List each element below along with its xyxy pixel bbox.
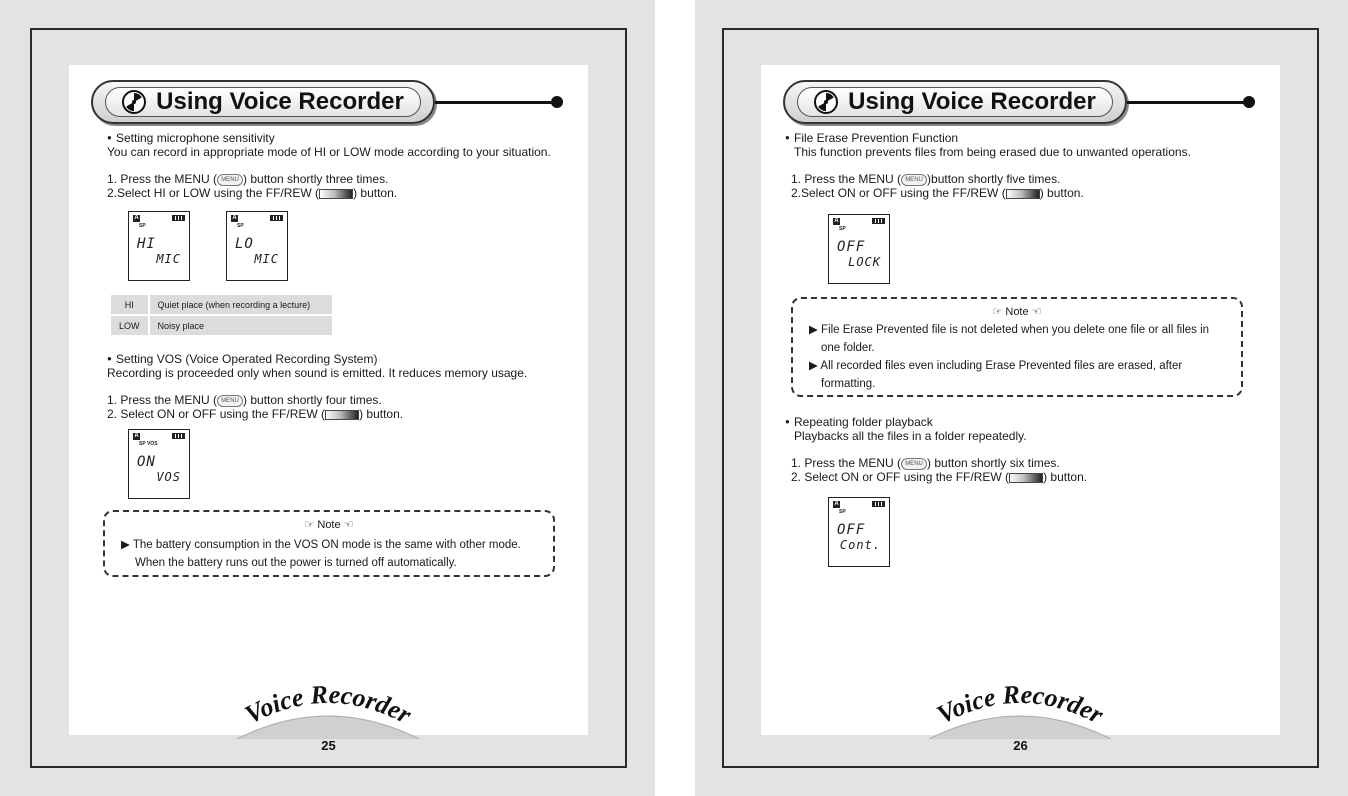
page-sheet	[761, 65, 1280, 753]
page-number: 25	[321, 738, 336, 753]
table-cell-key: HI	[110, 294, 149, 315]
vos-step-1: 1. Press the MENU ( MENU ) button shortly four times.	[107, 393, 382, 407]
lcd-line-1: HI	[137, 236, 156, 252]
repeat-step-2: 2. Select ON or OFF using the FF/REW ( ) button.	[791, 470, 1088, 484]
lcd-a-badge: A	[834, 218, 839, 224]
lcd-a-badge: A	[134, 215, 139, 221]
note-line-1: ▶ The battery consumption in the VOS ON mode is the same with other mode.	[121, 539, 521, 551]
mic-mode-table	[109, 293, 334, 337]
page-number: 26	[1013, 738, 1028, 753]
mic-heading: ● Setting microphone sensitivity	[116, 131, 275, 145]
ff-rew-key-icon	[325, 410, 359, 420]
table-cell-value: Quiet place (when recording a lecture)	[149, 294, 333, 315]
lcd-a-badge: A	[134, 433, 139, 439]
voice-recorder-logo	[69, 675, 588, 739]
lcd-line-2: LOCK	[848, 255, 881, 269]
page-title: Using Voice Recorder	[848, 88, 1096, 115]
lcd-line-2: VOS	[156, 470, 181, 484]
lcd-line-1: ON	[137, 454, 156, 470]
menu-key-icon: MENU	[901, 458, 927, 470]
mic-description: You can record in appropriate mode of HI or LOW mode according to your situation.	[107, 145, 551, 159]
repeat-step-1: 1. Press the MENU ( MENU ) button shortly six times.	[791, 456, 1060, 470]
erase-heading: ● File Erase Prevention Function	[794, 131, 958, 145]
radiation-icon	[814, 90, 838, 114]
lcd-display-off-cont	[828, 497, 890, 567]
lcd-display-on-vos	[128, 429, 190, 499]
lcd-mode: SP	[139, 223, 146, 229]
note-line-2: one folder.	[821, 342, 875, 354]
lcd-display-off-lock	[828, 214, 890, 284]
table-cell-key: LOW	[110, 315, 149, 336]
table-cell-value: Noisy place	[149, 315, 333, 336]
lcd-line-2: Cont.	[839, 538, 881, 552]
lcd-line-1: LO	[235, 236, 254, 252]
lcd-line-2: MIC	[254, 252, 279, 266]
ff-rew-key-icon	[319, 189, 353, 199]
lcd-display-lo-mic	[226, 211, 288, 281]
title-rule	[435, 101, 555, 104]
ff-rew-key-icon	[1006, 189, 1040, 199]
menu-key-icon: MENU	[217, 395, 243, 407]
battery-icon	[172, 215, 185, 221]
battery-icon	[872, 501, 885, 507]
vos-heading: ● Setting VOS (Voice Operated Recording System)	[116, 352, 377, 366]
lcd-mode: SP	[237, 223, 244, 229]
brand-text: Voice Recorder	[932, 679, 1109, 730]
section-title-banner	[91, 80, 435, 124]
title-rule-end-dot	[1243, 96, 1255, 108]
erase-description: This function prevents files from being erased due to unwanted operations.	[794, 145, 1191, 159]
table-row	[110, 294, 333, 315]
lcd-mode: SP	[839, 226, 846, 232]
repeat-heading: ● Repeating folder playback	[794, 415, 933, 429]
battery-icon	[872, 218, 885, 224]
lcd-display-hi-mic	[128, 211, 190, 281]
erase-step-2: 2.Select ON or OFF using the FF/REW ( ) button.	[791, 186, 1084, 200]
note-box	[791, 297, 1243, 397]
erase-step-1: 1. Press the MENU ( MENU )button shortly five times.	[791, 172, 1061, 186]
lcd-line-1: OFF	[837, 522, 866, 538]
vos-step-2: 2. Select ON or OFF using the FF/REW ( ) button.	[107, 407, 404, 421]
mic-step-2: 2.Select HI or LOW using the FF/REW ( ) button.	[107, 186, 398, 200]
lcd-line-1: OFF	[837, 239, 866, 255]
battery-icon	[172, 433, 185, 439]
table-row	[110, 315, 333, 336]
lcd-mode: SP	[839, 509, 846, 515]
gutter	[655, 0, 695, 796]
page-26	[722, 28, 1319, 768]
note-line-2: When the battery runs out the power is turned off automatically.	[135, 557, 457, 569]
note-line-4: formatting.	[821, 378, 876, 390]
ff-rew-key-icon	[1009, 473, 1043, 483]
battery-icon	[270, 215, 283, 221]
repeat-description: Playbacks all the files in a folder repeatedly.	[794, 429, 1027, 443]
mic-step-1: 1. Press the MENU ( MENU ) button shortly three times.	[107, 172, 389, 186]
menu-key-icon: MENU	[217, 174, 243, 186]
page-25	[30, 28, 627, 768]
title-rule-end-dot	[551, 96, 563, 108]
page-sheet	[69, 65, 588, 753]
note-box	[103, 510, 555, 577]
note-title: ☞ Note ☜	[992, 306, 1042, 318]
note-title: ☞ Note ☜	[304, 519, 354, 531]
lcd-line-2: MIC	[156, 252, 181, 266]
lcd-a-badge: A	[232, 215, 237, 221]
page-title: Using Voice Recorder	[156, 88, 404, 115]
brand-text: Voice Recorder	[240, 679, 417, 730]
voice-recorder-logo	[761, 675, 1280, 739]
lcd-a-badge: A	[834, 501, 839, 507]
note-line-3: ▶ All recorded files even including Erase Prevented files are erased, after	[809, 360, 1183, 372]
note-line-1: ▶ File Erase Prevented file is not deleted when you delete one file or all files in	[809, 324, 1210, 336]
section-title-banner	[783, 80, 1127, 124]
menu-key-icon: MENU	[901, 174, 927, 186]
title-rule	[1127, 101, 1247, 104]
vos-description: Recording is proceeded only when sound is emitted. It reduces memory usage.	[107, 366, 528, 380]
radiation-icon	[122, 90, 146, 114]
lcd-mode: SP VOS	[139, 441, 158, 447]
